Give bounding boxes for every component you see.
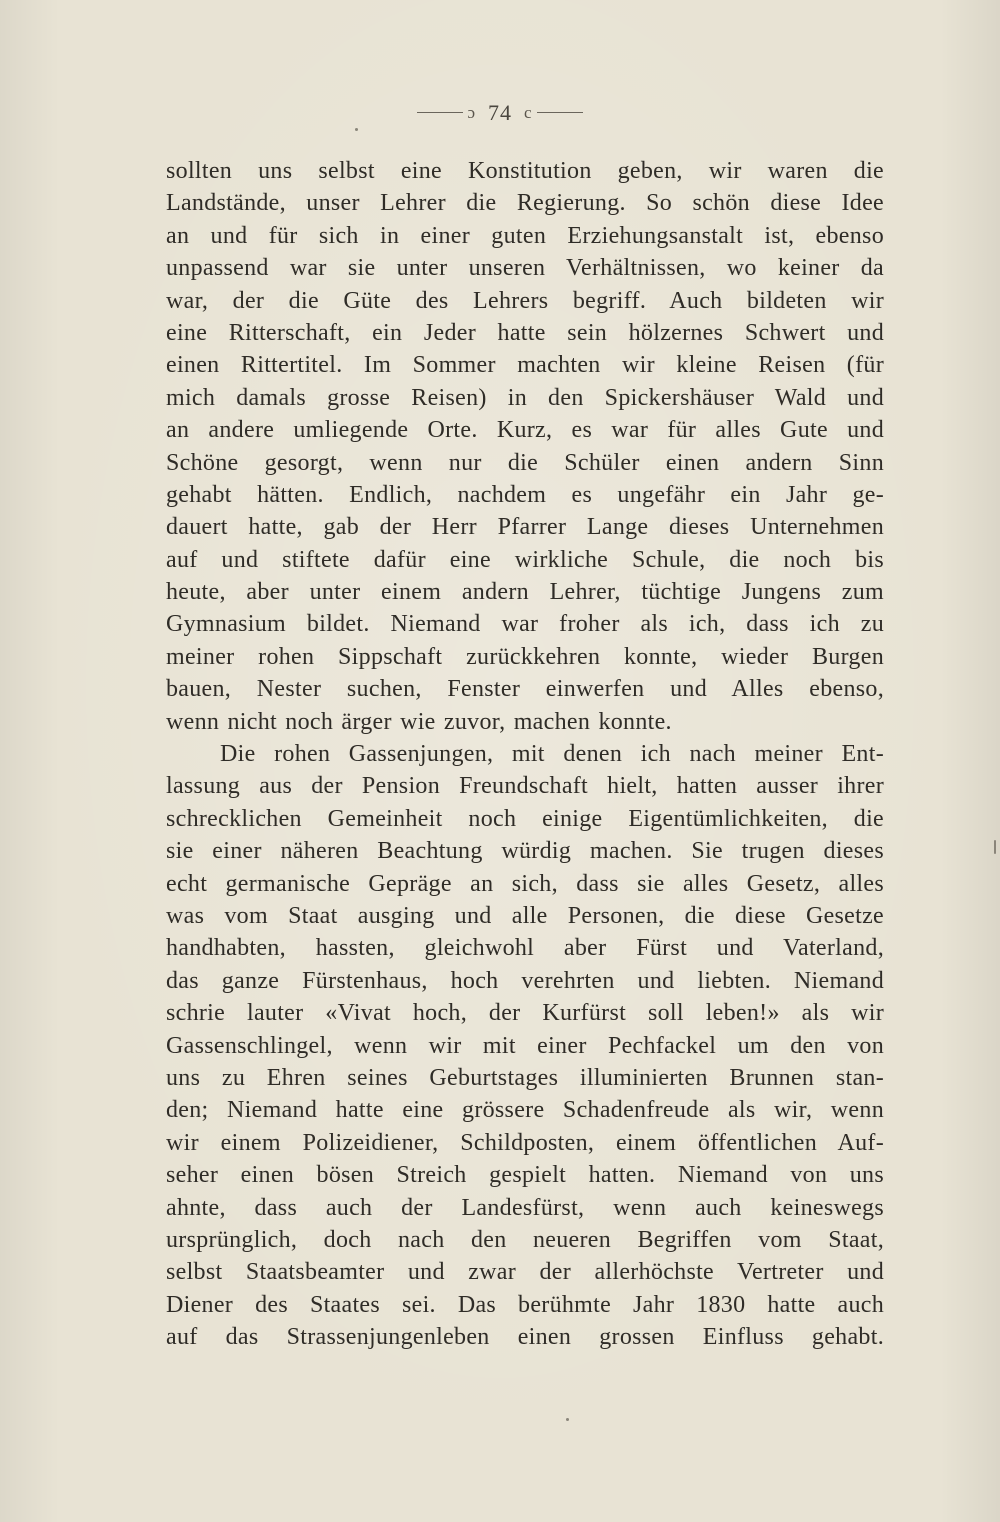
paper-speck	[355, 128, 358, 131]
text-line: das ganze Fürstenhaus, hoch verehrten und liebten. Niemand	[166, 967, 884, 994]
body-text	[166, 155, 884, 1353]
page-number: 74	[488, 99, 512, 125]
text-line: den; Niemand hatte eine grössere Schadenfreude als wir, wenn	[166, 1097, 884, 1124]
text-line: ursprünglich, doch nach den neueren Begriffen vom Staat,	[166, 1226, 884, 1253]
text-line: auf das Strassenjungenleben einen grossen Einfluss gehabt.	[166, 1324, 884, 1351]
text-line: Schöne gesorgt, wenn nur die Schüler einen andern Sinn	[166, 449, 884, 476]
running-header	[0, 98, 1000, 126]
text-line: dauert hatte, gab der Herr Pfarrer Lange dieses Unternehmen	[166, 514, 884, 541]
text-line: sollten uns selbst eine Konstitution geben, wir waren die	[166, 158, 884, 184]
text-line: meiner rohen Sippschaft zurückkehren konnte, wieder Burgen	[166, 643, 884, 670]
text-line: was vom Staat ausging und alle Personen, die diese Gesetze	[166, 902, 884, 929]
text-line: eine Ritterschaft, ein Jeder hatte sein hölzernes Schwert und	[166, 319, 884, 346]
text-line: mich damals grosse Reisen) in den Spickershäuser Wald und	[166, 384, 884, 411]
header-rule-right	[537, 112, 583, 113]
text-line: sie einer näheren Beachtung würdig machen. Sie trugen dieses	[166, 838, 884, 865]
paragraph-start-line: Die rohen Gassenjungen, mit denen ich nach meiner Ent-	[220, 741, 884, 768]
text-line: handhabten, hassten, gleichwohl aber Fürst und Vaterland,	[166, 935, 884, 962]
text-line: unpassend war sie unter unseren Verhältnissen, wo keiner da	[166, 255, 884, 282]
paragraph-end-line: wenn nicht noch ärger wie zuvor, machen konnte.	[166, 708, 672, 735]
paper-speck	[994, 840, 996, 854]
text-line: Gymnasium bildet. Niemand war froher als ich, dass ich zu	[166, 611, 884, 638]
text-line: bauen, Nester suchen, Fenster einwerfen und Alles ebenso,	[166, 676, 884, 703]
text-line: heute, aber unter einem andern Lehrer, tüchtige Jungens zum	[166, 579, 884, 606]
text-line: echt germanische Gepräge an sich, dass sie alles Gesetz, alles	[166, 870, 884, 897]
text-line: ahnte, dass auch der Landesfürst, wenn auch keineswegs	[166, 1194, 884, 1221]
text-line: gehabt hätten. Endlich, nachdem es ungefähr ein Jahr ge-	[166, 481, 884, 508]
text-line: an andere umliegende Orte. Kurz, es war für alles Gute und	[166, 417, 884, 444]
text-line: einen Rittertitel. Im Sommer machten wir kleine Reisen (für	[166, 352, 884, 379]
header-ornament-left: ɔ	[467, 102, 476, 122]
text-line: Gassenschlingel, wenn wir mit einer Pechfackel um den von	[166, 1032, 884, 1059]
paper-speck	[566, 1418, 569, 1421]
text-line: Diener des Staates sei. Das berühmte Jahr 1830 hatte auch	[166, 1291, 884, 1318]
text-line: seher einen bösen Streich gespielt hatten. Niemand von uns	[166, 1162, 884, 1189]
text-line: wir einem Polizeidiener, Schildposten, einem öffentlichen Auf-	[166, 1129, 884, 1156]
header-rule-left	[417, 112, 463, 113]
text-line: uns zu Ehren seines Geburtstages illuminierten Brunnen stan-	[166, 1064, 884, 1091]
text-line: war, der die Güte des Lehrers begriff. Auch bildeten wir	[166, 287, 884, 314]
text-line: selbst Staatsbeamter und zwar der allerhöchste Vertreter und	[166, 1259, 884, 1286]
text-line: Landstände, unser Lehrer die Regierung. So schön diese Idee	[166, 190, 884, 217]
header-ornament-right: c	[524, 102, 533, 122]
text-line: schrecklichen Gemeinheit noch einige Eigentümlichkeiten, die	[166, 805, 884, 832]
text-line: an und für sich in einer guten Erziehungsanstalt ist, ebenso	[166, 222, 884, 249]
text-line: lassung aus der Pension Freundschaft hielt, hatten ausser ihrer	[166, 773, 884, 800]
text-line: schrie lauter «Vivat hoch, der Kurfürst soll leben!» als wir	[166, 1000, 884, 1027]
text-line: auf und stiftete dafür eine wirkliche Schule, die noch bis	[166, 546, 884, 573]
